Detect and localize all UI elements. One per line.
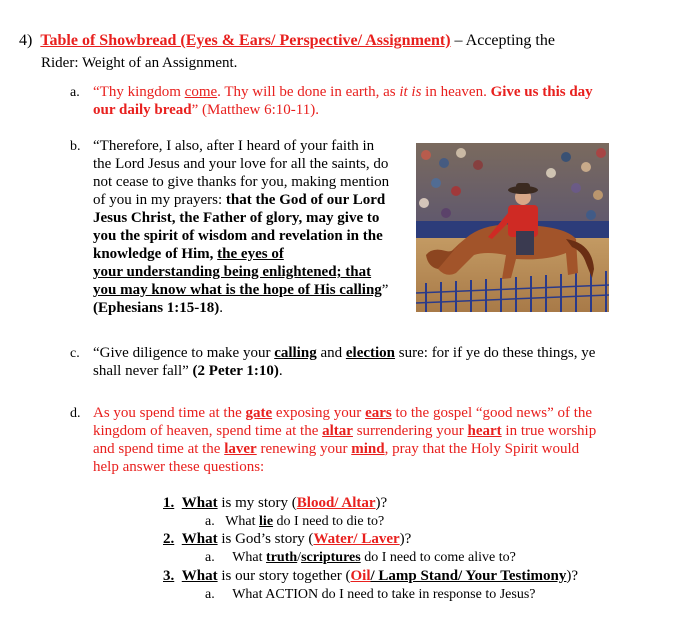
- item-d-text7: and spend time at the: [93, 441, 225, 457]
- question-2-sub-text: What: [232, 550, 267, 565]
- question-2-end: )?: [399, 531, 412, 547]
- item-b-line3: not cease to give thanks for you, making mention: [93, 174, 390, 190]
- question-1-sub: [205, 514, 384, 530]
- item-b-hope-calling: you may know what is the hope of His calling: [93, 282, 382, 298]
- item-d-laver: laver: [224, 441, 257, 457]
- item-b-eyes-of: the eyes of: [217, 246, 284, 262]
- item-c-never-fall: shall never fall”: [93, 363, 193, 379]
- horse-rider-photo: [416, 143, 609, 312]
- item-b-knowledge: knowledge of Him,: [93, 246, 218, 262]
- question-2-number: 2.: [163, 531, 175, 547]
- section-heading-line2: Rider: Weight of an Assignment.: [41, 55, 238, 71]
- question-3-sub-marker: a.: [205, 587, 215, 602]
- item-d-text5: surrendering your: [352, 423, 468, 439]
- item-d-gate: gate: [245, 405, 273, 421]
- horse-rider-illustration: [416, 143, 609, 312]
- item-d-text: As you spend time at the: [93, 405, 246, 421]
- item-a-text: . Thy will be done in earth, as: [217, 84, 400, 100]
- item-b-line7: [93, 246, 284, 263]
- item-b-bold: that the God of our Lord: [225, 192, 386, 208]
- item-c-calling: calling: [274, 345, 317, 361]
- item-a-it-is: it is: [399, 84, 422, 100]
- item-a-come: come: [184, 84, 218, 100]
- item-c-line2: [93, 363, 283, 380]
- question-2-sub-truth: truth: [266, 550, 298, 565]
- question-1-sub-text: What: [225, 514, 260, 529]
- item-b-line2: the Lord Jesus and your love for all the saints, do: [93, 156, 389, 172]
- item-b-line9: [93, 282, 388, 299]
- item-c-text2: sure: for if ye do these things, ye: [395, 345, 596, 361]
- item-d-text9: , pray that the Holy Spirit would: [384, 441, 580, 457]
- question-3-end: )?: [566, 568, 579, 584]
- question-2-sub-scriptures: scriptures: [301, 550, 361, 565]
- item-d-text8: renewing your: [256, 441, 352, 457]
- item-c-election: election: [345, 345, 396, 361]
- item-a-text2: in heaven.: [421, 84, 491, 100]
- item-b-text: of you in my prayers:: [93, 192, 226, 208]
- question-2-sub-slash: /: [297, 550, 302, 565]
- question-2-what: What: [181, 531, 218, 547]
- question-3-text: is our story together (: [217, 568, 351, 584]
- item-b-marker: b.: [70, 139, 81, 154]
- item-d-text6: in true worship: [501, 423, 597, 439]
- item-c-period: .: [278, 363, 283, 379]
- section-number: 4): [19, 32, 33, 49]
- item-d-heart: heart: [467, 423, 502, 439]
- item-a-give: Give us this day: [490, 84, 593, 100]
- question-3-what: What: [181, 568, 218, 584]
- question-3-tag-oil: Oil: [350, 568, 371, 584]
- question-1-sub-text2: do I need to die to?: [273, 514, 385, 529]
- item-b-period: .: [219, 300, 224, 316]
- item-d-ears: ears: [365, 405, 392, 421]
- item-b-line5: Jesus Christ, the Father of glory, may give to: [93, 210, 380, 226]
- question-1-sub-marker: a.: [205, 514, 215, 529]
- item-b-line6: you the spirit of wisdom and revelation in the: [93, 228, 383, 244]
- item-c-line1: [93, 345, 595, 362]
- item-d-line2: [93, 423, 596, 440]
- question-3-sub-text: What ACTION do I need to take in response to Jesus?: [232, 587, 536, 602]
- item-c-reference: (2 Peter 1:10): [192, 363, 279, 379]
- item-a-quote-open: “Thy kingdom: [93, 84, 185, 100]
- item-d-altar: altar: [322, 423, 353, 439]
- section-title: Table of Showbread (Eyes & Ears/ Perspective/ Assignment): [40, 32, 451, 49]
- question-2-sub-text2: do I need to come alive to?: [360, 550, 516, 565]
- question-2: [163, 531, 411, 548]
- question-2-text: is God’s story (: [217, 531, 314, 547]
- question-3: [163, 568, 578, 585]
- item-c-and: and: [316, 345, 346, 361]
- question-3-number: 3.: [163, 568, 175, 584]
- question-2-sub-marker: a.: [205, 550, 215, 565]
- item-c-text: “Give diligence to make your: [93, 345, 275, 361]
- item-b-quote-close: ”: [381, 282, 389, 298]
- item-d-marker: d.: [70, 406, 81, 421]
- item-b-line10: [93, 300, 223, 317]
- item-c-marker: c.: [70, 346, 80, 361]
- item-d-text4: kingdom of heaven, spend time at the: [93, 423, 323, 439]
- section-heading: [19, 32, 555, 50]
- item-b-line8: your understanding being enlightened; that: [93, 264, 372, 280]
- question-1-end: )?: [375, 495, 388, 511]
- section-title-suffix: – Accepting the: [450, 32, 555, 49]
- item-b-line4: [93, 192, 385, 209]
- item-a-line2: [93, 102, 319, 119]
- item-a-reference: ” (Matthew 6:10-11).: [191, 102, 319, 118]
- item-a-daily-bread: our daily bread: [93, 102, 192, 118]
- question-2-tag: Water/ Laver: [313, 531, 400, 547]
- question-1-what: What: [181, 495, 218, 511]
- item-d-text2: exposing your: [272, 405, 366, 421]
- question-3-sub: [205, 587, 535, 603]
- question-1: [163, 495, 387, 512]
- item-a-marker: a.: [70, 85, 80, 100]
- item-d-line1: [93, 405, 592, 422]
- question-1-sub-lie: lie: [259, 514, 274, 529]
- item-d-text3: to the gospel “good news” of the: [391, 405, 593, 421]
- item-d-line4: help answer these questions:: [93, 459, 265, 475]
- question-1-number: 1.: [163, 495, 175, 511]
- question-1-text: is my story (: [217, 495, 297, 511]
- item-b-line1: “Therefore, I also, after I heard of your faith in: [93, 138, 375, 154]
- item-a-line1: [93, 84, 593, 101]
- question-1-tag: Blood/ Altar: [296, 495, 376, 511]
- question-2-sub: [205, 550, 516, 566]
- item-b-reference: (Ephesians 1:15-18): [93, 300, 220, 316]
- item-d-line3: [93, 441, 579, 458]
- question-3-tag-rest: / Lamp Stand/ Your Testimony: [370, 568, 567, 584]
- item-d-mind: mind: [351, 441, 385, 457]
